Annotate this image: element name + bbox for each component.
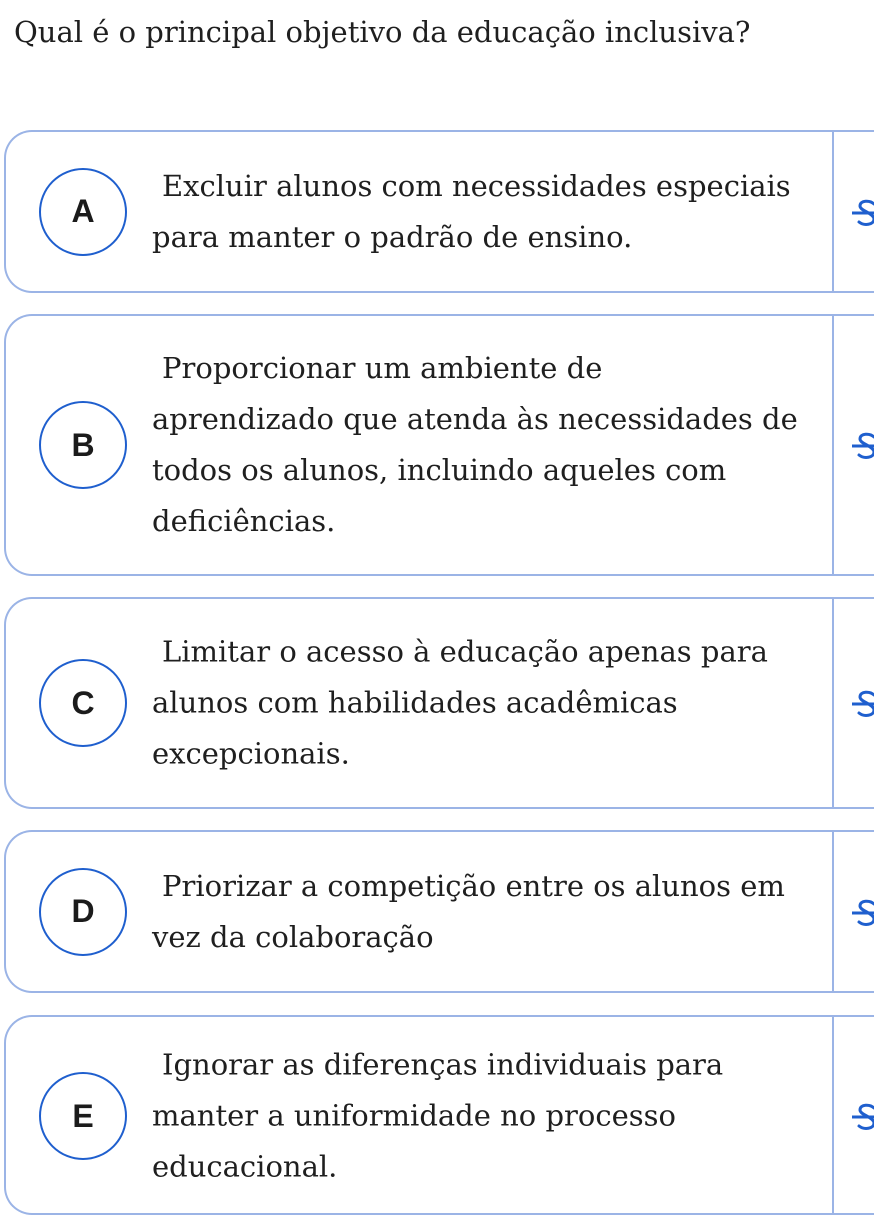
option-e-line: Ignorar as diferenças individuais para <box>162 1047 724 1082</box>
option-d[interactable] <box>4 830 874 993</box>
option-a-line: Excluir alunos com necessidades especiais <box>162 168 791 203</box>
option-divider <box>832 1015 834 1215</box>
option-a[interactable] <box>4 130 874 293</box>
option-divider <box>832 597 834 809</box>
option-d-text <box>152 861 822 963</box>
option-a-text <box>152 161 822 263</box>
strikethrough-icon[interactable] <box>852 1102 874 1132</box>
strikethrough-icon[interactable] <box>852 198 874 228</box>
option-e-text <box>152 1040 822 1193</box>
option-d-line: vez da colaboração <box>152 919 434 954</box>
option-letter-b[interactable]: B <box>39 401 127 489</box>
option-letter-c[interactable]: C <box>39 659 127 747</box>
option-a-line: para manter o padrão de ensino. <box>152 219 633 254</box>
option-divider <box>832 314 834 576</box>
option-letter-a[interactable]: A <box>39 168 127 256</box>
option-c-line: excepcionais. <box>152 736 350 771</box>
option-b-line: todos os alunos, incluindo aqueles com <box>152 453 727 487</box>
question-text: Qual é o principal objetivo da educação inclusiva? <box>14 15 751 49</box>
option-b-line: aprendizado que atenda às necessidades de <box>152 402 798 436</box>
option-c-text <box>152 627 822 780</box>
option-c-line: Limitar o acesso à educação apenas para <box>162 634 768 669</box>
option-divider <box>832 830 834 993</box>
option-c[interactable] <box>4 597 874 809</box>
option-b[interactable] <box>4 314 874 576</box>
option-b-text <box>152 343 822 547</box>
option-divider <box>832 130 834 293</box>
strikethrough-icon[interactable] <box>852 431 874 461</box>
option-e[interactable] <box>4 1015 874 1215</box>
option-c-line: alunos com habilidades acadêmicas <box>152 685 678 720</box>
option-b-line: Proporcionar um ambiente de <box>162 351 603 385</box>
strikethrough-icon[interactable] <box>852 689 874 719</box>
option-e-line: educacional. <box>152 1149 338 1184</box>
strikethrough-icon[interactable] <box>852 898 874 928</box>
option-b-line: deficiências. <box>152 504 336 538</box>
option-letter-d[interactable]: D <box>39 868 127 956</box>
option-e-line: manter a uniformidade no processo <box>152 1098 676 1133</box>
option-d-line: Priorizar a competição entre os alunos em <box>162 868 785 903</box>
option-letter-e[interactable]: E <box>39 1072 127 1160</box>
